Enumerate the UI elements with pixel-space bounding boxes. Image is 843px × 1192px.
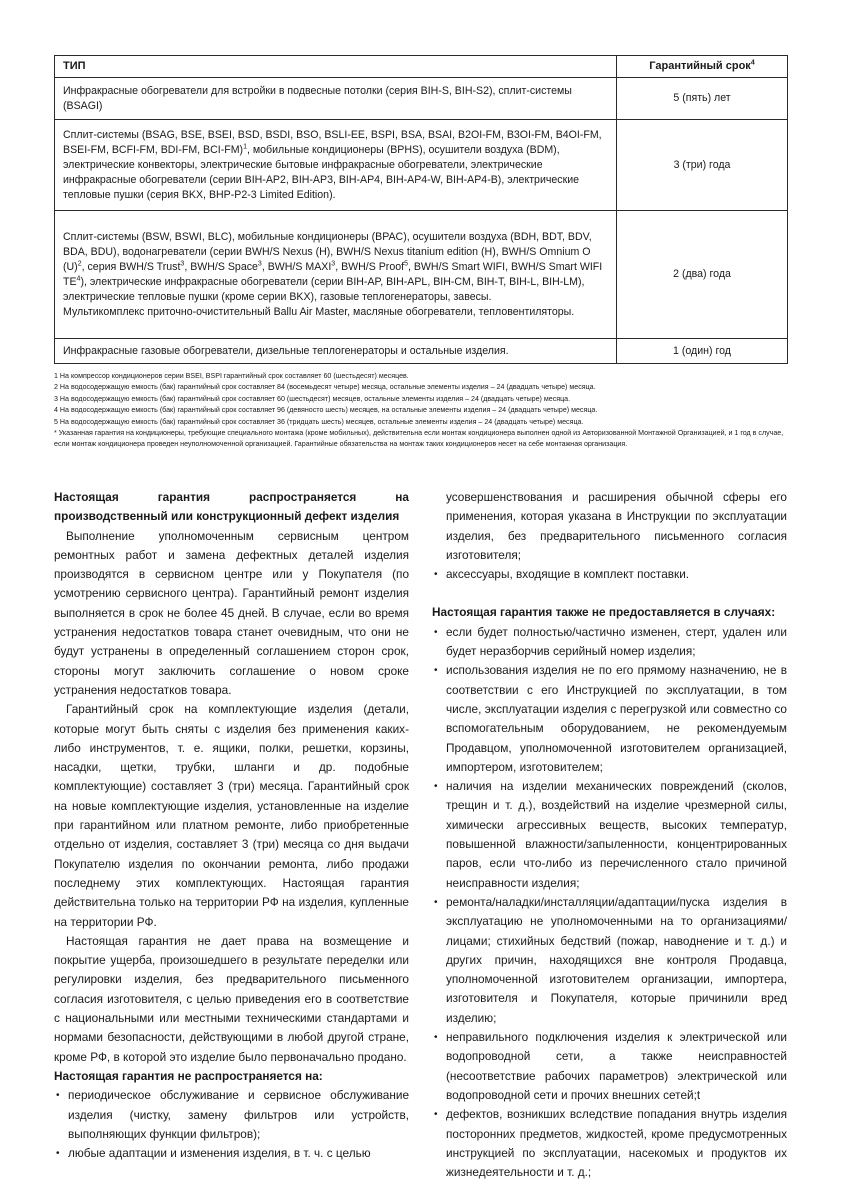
section-heading: Настоящая гарантия не распространяется на: [54, 1068, 323, 1083]
exclusion-list-continued [432, 488, 787, 584]
row-products-text: , BWH/S Smart WIFI, BWH/S Smart WIFI TE [63, 260, 603, 288]
footnote: * Указанная гарантия на кондиционеры, требующие специального монтажа (кроме мобильных), действительна если монтаж кондиционера выполнен одной из Авторизованной Монтажной Организацией, и 1 год в случае, если монтаж кондиционера проведен неуполномоченной организацией. Гарантийные обязательства на монтаж таких кондиционеров несет на себе монтажная организация. [54, 429, 784, 449]
header-warranty-sup: 4 [750, 59, 755, 67]
row-term: 1 (один) год [617, 339, 788, 364]
row-products [55, 211, 617, 339]
row-term: 2 (два) года [617, 211, 788, 339]
list-item: • периодическое обслуживание и сервисное обслуживание изделия (чистку, замену фильтров или устройств, выполняющих функции фильтров); [54, 1086, 409, 1144]
row-products: Инфракрасные газовые обогреватели, дизельные теплогенераторы и остальные изделия. [55, 339, 617, 364]
table-header-row [55, 56, 788, 78]
section-heading: Настоящая гарантия распространяется на производственный или конструкционный дефект изделия [54, 490, 409, 524]
footnote: 4 На водосодержащую емкость (бак) гарантийный срок составляет 96 (девяносто шесть) месяцев, на остальные элементы изделия – 24 (двадцать четыре) месяца. [54, 406, 598, 415]
table-row [55, 78, 788, 120]
row-products-text: , серия BWH/S Trust [81, 260, 181, 273]
footnote-ref: 4 [76, 274, 81, 282]
row-term: 3 (три) года [617, 120, 788, 211]
row-products-text: , BWH/S Proof [335, 260, 405, 273]
row-products [55, 120, 617, 211]
footnote-ref: 3 [257, 259, 262, 267]
footnote-ref: 5 [404, 259, 408, 267]
list-item: • аксессуары, входящие в комплект поставки. [432, 565, 787, 584]
footnote-ref: 2 [77, 259, 82, 267]
paragraph: Настоящая гарантия не дает права на возмещение и покрытие ущерба, произошедшего в результате переделки или регулировки изделия, без предварительного письменного согласия изготовителя, с целью приведения его в соответствие с национальными или местными техническими стандартами и нормами безопасности, действующими в любой другой стране, кроме РФ, в которой это изделие было первоначально продано. [54, 933, 409, 1064]
footnote: 1 На компрессор кондиционеров серии BSEI, BSPI гарантийный срок составляет 60 (шестьдесят) месяцев. [54, 372, 409, 380]
paragraph: Выполнение уполномоченным сервисным центром ремонтных работ и замена дефектных деталей изделия производятся в сервисном центре или у Покупателя (по усмотрению сервисного центра). Гарантийный ремонт изделия выполняется в срок не более 45 дней. В случае, если во время устранения недостатков товара станет очевидным, что они не будут устранены в определенный соглашением сторон срок, стороны могут заключить соглашение о новом сроке устранения недостатков товара. [54, 528, 409, 697]
list-item: • если будет полностью/частично изменен, стерт, удален или будет неразборчив серийный номер изделия; [432, 623, 787, 662]
list-item-continuation: усовершенствования и расширения обычной сферы его применения, которая указана в Инструкции по эксплуатации изделия, без предварительного письменного согласия изготовителя; [446, 490, 787, 562]
right-column [432, 488, 787, 1182]
footnote: 3 На водосодержащую емкость (бак) гарантийный срок составляет 60 (шестьдесят) месяцев, остальные элементы изделия – 24 (двадцать четыре) месяца. [54, 394, 571, 403]
paragraph: Гарантийный срок на комплектующие изделия (детали, которые могут быть сняты с изделия без применения каких-либо инструментов, т. е. ящики, полки, решетки, корзины, насадки, щетки, трубки, шланги и др. подобные комплектующие) составляет 3 (три) месяца. Гарантийный срок на новые комплектующие изделия, установленные на изделие при гарантийном или платном ремонте, либо приобретенные отдельно от изделия, составляет 3 (три) месяца со дня выдачи Покупателю изделия по окончании ремонта, либо продажи последнему этих комплектующих. Настоящая гарантия действительна только на территории РФ на изделия, купленные на территории РФ. [54, 702, 409, 929]
footnote: 2 На водосодержащую емкость (бак) гарантийный срок составляет 84 (восемьдесят четыре) месяца, остальные элементы изделия – 24 (двадцать четыре) месяца. [54, 383, 596, 392]
table-row [55, 211, 788, 339]
header-warranty-label: Гарантийный срок [649, 60, 751, 72]
list-item: • дефектов, возникших вследствие попадания внутрь изделия посторонних предметов, жидкостей, кроме предусмотренных инструкцией по эксплуатации, насекомых и продуктов их жизнедеятельности и т. д.; [432, 1105, 787, 1182]
row-products-text: , мобильные кондиционеры (BPHS), осушители воздуха (BDM), электрические конвекторы, электрические бытовые инфракрасные обогреватели, электрические инфракрасные обогреватели (серии BIH-AP2, BIH-AP3, BIH-AP4, BIH-AP4-W, BIH-AP4-B), электрические тепловые пушки (серия BKX, BHP-P2-3 Limited Edition). [63, 143, 580, 201]
row-term: 5 (пять) лет [617, 78, 788, 120]
footnote: 5 На водосодержащую емкость (бак) гарантийный срок составляет 36 (тридцать шесть) месяцев, остальные элементы изделия – 24 (двадцать четыре) месяца. [54, 417, 584, 426]
section-heading: Настоящая гарантия также не предоставляется в случаях: [432, 605, 776, 620]
footnote-ref: 1 [243, 142, 247, 150]
row-products: Инфракрасные обогреватели для встройки в подвесные потолки (серия BIH-S, BIH-S2), сплит-системы (BSAGI) [55, 78, 617, 120]
left-column [54, 488, 409, 1163]
header-warranty [617, 56, 788, 78]
row-products-text: Сплит-системы (BSW, BSWI, BLC), мобильные кондиционеры (BPAC), осушители воздуха (BDH, BDT, BDV, BDA, BDU), водонагреватели (серии BWH/S Nexus (H), BWH/S Nexus titanium edition (H), BWH/S Omnium O (U) [63, 230, 592, 273]
header-type: ТИП [55, 56, 617, 78]
table-row [55, 120, 788, 211]
footnote-ref: 3 [180, 259, 185, 267]
page-content [54, 55, 787, 451]
table-row [55, 339, 788, 364]
row-products-text: ), электрические инфракрасные обогреватели (серии BIH-AP, BIH-APL, BIH-CM, BIH-T, BIH-L, BIH-LM), электрические тепловые пушки (кроме серии BKX), газовые теплогенераторы, завесы. [63, 275, 585, 303]
row-products-text: , BWH/S MAXI [261, 260, 332, 273]
row-products-text: Сплит-системы (BSAG, BSE, BSEI, BSD, BSDI, BSO, BSLI-EE, BSPI, BSA, BSAI, B2OI-FM, B3OI-FM, B4OI-FM, BSEI-FM, BCFI-FM, BDI-FM, BCI-FM) [63, 128, 602, 156]
list-item: • неправильного подключения изделия к электрической или водопроводной сети, а также неисправностей (несоответствие рабочих параметров) электрической или водопроводной сети и прочих внешних сетей;t [432, 1028, 787, 1105]
footnotes [54, 371, 787, 451]
spacer [432, 584, 787, 603]
row-products-text: Мультикомплекс приточно-очистительный Ballu Air Master, масляные обогреватели, тепловентиляторы. [63, 305, 575, 318]
list-item: • ремонта/наладки/инсталляции/адаптации/пуска изделия в эксплуатацию не уполномоченными на то организациями/лицами; стихийных бедствий (пожар, наводнение и т. д.) и других причин, находящихся вне контроля Продавца, уполномоченной изготовителем организации, импортера, изготовителя и Покупателя, которые причинили вред изделию; [432, 893, 787, 1028]
exclusion-list [54, 1086, 409, 1163]
list-item: • использования изделия не по его прямому назначению, не в соответствии с его Инструкцией по эксплуатации, в том числе, эксплуатации изделия с перегрузкой или совместно со вспомогательным оборудованием, не рекомендуемым Продавцом, уполномоченной изготовителем организацией, импортером, изготовителем; [432, 661, 787, 777]
list-item: • наличия на изделии механических повреждений (сколов, трещин и т. д.), воздействий на изделие чрезмерной силы, химически агрессивных веществ, высоких температур, повышенной влажности/запыленности, концентрированных паров, если что-либо из перечисленного стало причиной неисправности изделия; [432, 777, 787, 893]
list-item: • любые адаптации и изменения изделия, в т. ч. с целью [54, 1144, 409, 1163]
warranty-table [54, 55, 788, 364]
exclusion-cases-list [432, 623, 787, 1183]
footnote-ref: 3 [331, 259, 336, 267]
row-products-text: , BWH/S Space [184, 260, 258, 273]
